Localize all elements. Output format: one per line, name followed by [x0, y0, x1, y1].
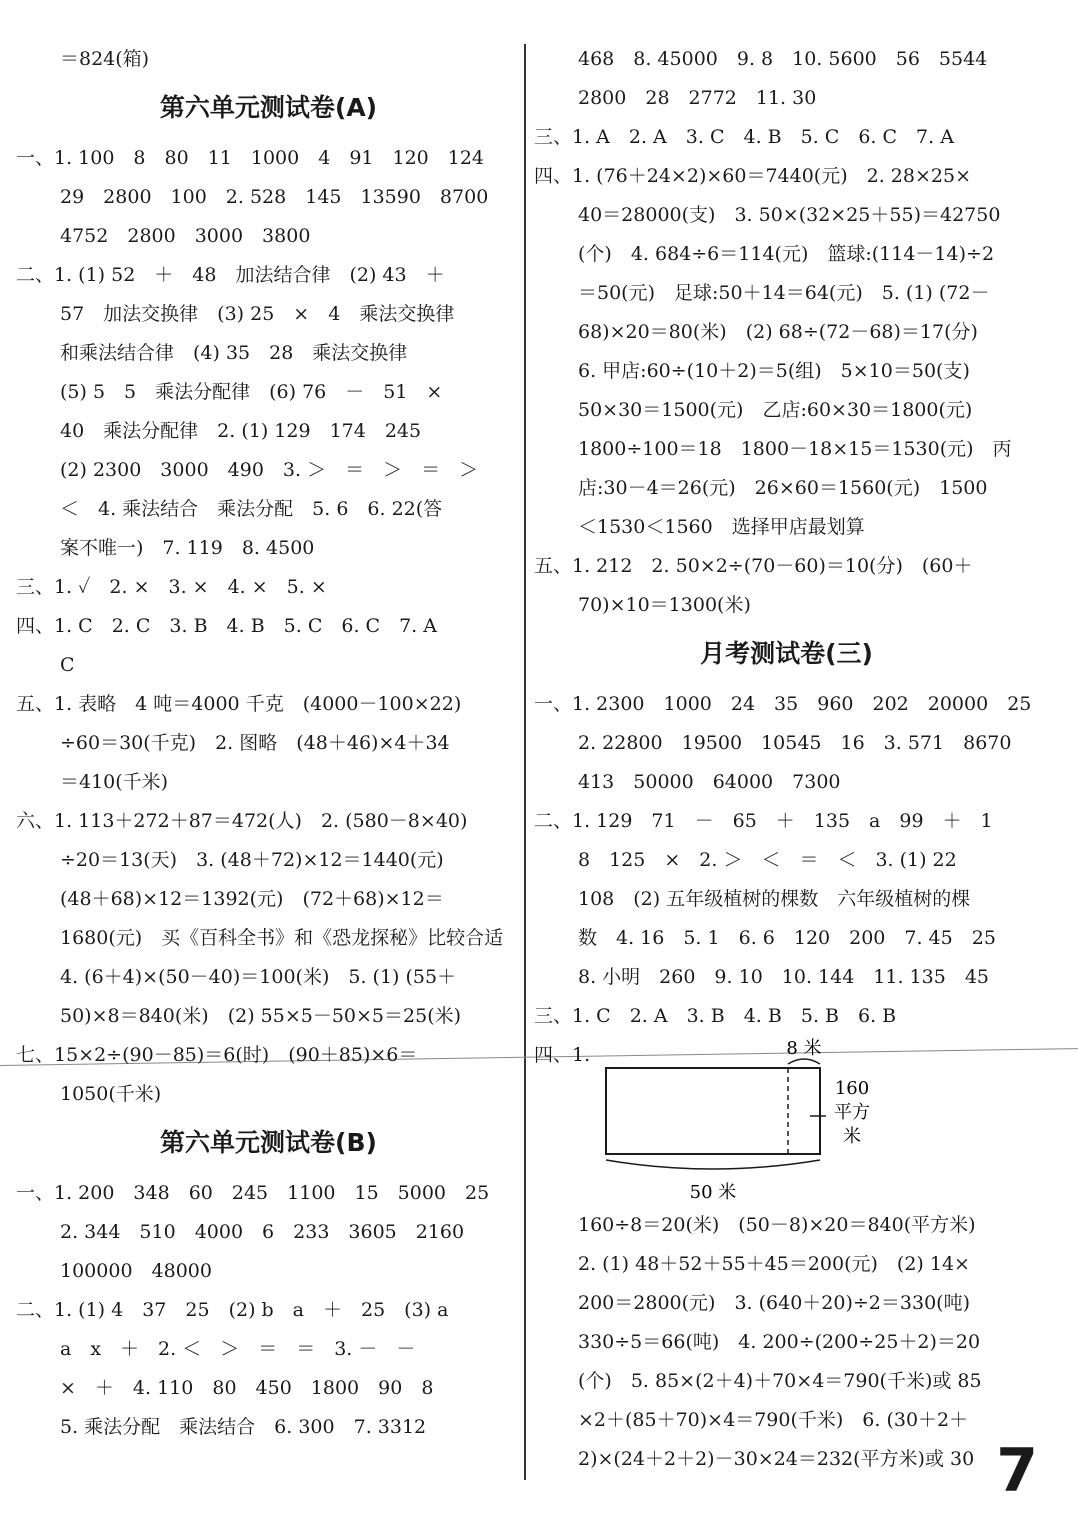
text-line: 70)×10＝1300(米)	[578, 594, 751, 616]
text-line: a x ＋ 2. ＜ ＞ ＝ ＝ 3. － －	[60, 1338, 416, 1360]
column-divider	[524, 44, 526, 1480]
text-line: ×2＋(85＋70)×4＝790(千米) 6. (30＋2＋	[578, 1409, 969, 1431]
text-line: 案不唯一) 7. 119 8. 4500	[60, 537, 315, 559]
text-line: 三、1. C 2. A 3. B 4. B 5. B 6. B	[534, 1005, 897, 1027]
section-title: 第六单元测试卷(B)	[160, 1128, 377, 1157]
area-label-number: 160	[834, 1078, 870, 1099]
text-line: ＝410(千米)	[60, 771, 169, 793]
text-line: 四、1. (76＋24×2)×60＝7440(元) 2. 28×25×	[534, 165, 971, 187]
width-label: 8 米	[786, 1038, 822, 1059]
text-line: 1800÷100＝18 1800－18×15＝1530(元) 丙	[578, 438, 1012, 460]
text-line: 50×30＝1500(元) 乙店:60×30＝1800(元)	[578, 399, 973, 421]
section-title: 第六单元测试卷(A)	[159, 93, 378, 122]
text-line: 6. 甲店:60÷(10＋2)＝5(组) 5×10＝50(支)	[578, 360, 970, 382]
area-label-unit-1: 平方	[834, 1102, 870, 1123]
text-line: 29 2800 100 2. 528 145 13590 8700	[60, 186, 489, 208]
text-line: (2) 2300 3000 490 3. ＞ ＝ ＞ ＝ ＞	[60, 459, 479, 481]
text-line: 一、1. 2300 1000 24 35 960 202 20000 25	[534, 693, 1032, 715]
top-brace	[788, 1059, 820, 1064]
text-line: (5) 5 5 乘法分配律 (6) 76 － 51 ×	[60, 381, 443, 403]
question-label: 四、1.	[534, 1044, 591, 1066]
text-line: 三、1. ✓ 2. × 3. × 4. × 5. ×	[16, 576, 327, 598]
text-line: 40＝28000(支) 3. 50×(32×25＋55)＝42750	[578, 204, 1001, 226]
text-line: 330÷5＝66(吨) 4. 200÷(200÷25＋2)＝20	[578, 1331, 981, 1353]
left-column	[16, 40, 521, 1447]
text-line: 2. 344 510 4000 6 233 3605 2160	[60, 1221, 465, 1243]
text-line: 8. 小明 260 9. 10 10. 144 11. 135 45	[578, 966, 989, 988]
text-line: 七、15×2÷(90－85)＝6(时) (90＋85)×6＝	[16, 1044, 418, 1066]
text-line: (个) 4. 684÷6＝114(元) 篮球:(114－14)÷2	[578, 243, 995, 265]
text-line: 五、1. 212 2. 50×2÷(70－60)＝10(分) (60＋	[534, 555, 973, 577]
text-line: 和乘法结合律 (4) 35 28 乘法交换律	[60, 342, 408, 364]
area-label-unit-2: 米	[843, 1126, 861, 1147]
text-line: 4752 2800 3000 3800	[60, 225, 311, 247]
text-line: 二、1. (1) 4 37 25 (2) b a ＋ 25 (3) a	[16, 1299, 449, 1321]
text-line: 2800 28 2772 11. 30	[578, 87, 817, 109]
text-line: ＝50(元) 足球:50＋14＝64(元) 5. (1) (72－	[578, 282, 990, 304]
text-line: 二、1. (1) 52 ＋ 48 加法结合律 (2) 43 ＋	[16, 264, 445, 286]
text-line: 2. (1) 48＋52＋55＋45＝200(元) (2) 14×	[578, 1253, 970, 1275]
text-line: 1680(元) 买《百科全书》和《恐龙探秘》比较合适	[60, 927, 504, 949]
text-line: 50)×8＝840(米) (2) 55×5－50×5＝25(米)	[60, 1005, 462, 1027]
text-line: ＜ 4. 乘法结合 乘法分配 5. 6 6. 22(答	[60, 498, 443, 520]
text-line: 一、1. 200 348 60 245 1100 15 5000 25	[16, 1182, 490, 1204]
text-line: 413 50000 64000 7300	[578, 771, 841, 793]
text-line: ÷60＝30(千克) 2. 图略 (48＋46)×4＋34	[60, 732, 450, 754]
text-line: 四、1. C 2. C 3. B 4. B 5. C 6. C 7. A	[16, 615, 437, 637]
section-title: 月考测试卷(三)	[700, 639, 873, 668]
text-line: 40 乘法分配律 2. (1) 129 174 245	[60, 420, 422, 442]
text-line: 三、1. A 2. A 3. C 4. B 5. C 6. C 7. A	[534, 126, 954, 148]
text-line: 5. 乘法分配 乘法结合 6. 300 7. 3312	[60, 1416, 427, 1438]
text-line: 68)×20＝80(米) (2) 68÷(72－68)＝17(分)	[578, 321, 978, 343]
text-line: 六、1. 113＋272＋87＝472(人) 2. (580－8×40)	[16, 810, 468, 832]
text-line: C	[60, 654, 75, 676]
right-column	[534, 40, 1039, 1479]
text-line: × ＋ 4. 110 80 450 1800 90 8	[60, 1377, 434, 1399]
text-line: ＜1530＜1560 选择甲店最划算	[578, 516, 865, 538]
text-line: 店:30－4＝26(元) 26×60＝1560(元) 1500	[578, 477, 988, 499]
text-line: 二、1. 129 71 － 65 ＋ 135 a 99 ＋ 1	[534, 810, 993, 832]
text-line: 57 加法交换律 (3) 25 × 4 乘法交换律	[60, 303, 455, 325]
text-line: 8 125 × 2. ＞ ＜ ＝ ＜ 3. (1) 22	[578, 849, 957, 871]
text-line: ÷20＝13(天) 3. (48＋72)×12＝1440(元)	[60, 849, 444, 871]
text-line: 4. (6＋4)×(50－40)＝100(米) 5. (1) (55＋	[60, 966, 457, 988]
text-line: 2)×(24＋2＋2)－30×24＝232(平方米)或 30	[578, 1448, 975, 1470]
rectangle-diagram-block	[534, 1036, 1039, 1206]
text-line: (个) 5. 85×(2＋4)＋70×4＝790(千米)或 85	[578, 1370, 982, 1392]
text-line: 1050(千米)	[60, 1083, 162, 1105]
text-line: 2. 22800 19500 10545 16 3. 571 8670	[578, 732, 1012, 754]
text-line: 200＝2800(元) 3. (640＋20)÷2＝330(吨)	[578, 1292, 970, 1314]
text-line: 468 8. 45000 9. 8 10. 5600 56 5544	[578, 48, 988, 70]
text-line: 160÷8＝20(米) (50－8)×20＝840(平方米)	[578, 1214, 976, 1236]
bottom-brace	[606, 1160, 820, 1169]
text-line: 数 4. 16 5. 1 6. 6 120 200 7. 45 25	[578, 927, 996, 949]
rectangle-diagram	[534, 1036, 1039, 1206]
text-line: ＝824(箱)	[60, 48, 150, 70]
text-line: 一、1. 100 8 80 11 1000 4 91 120 124	[16, 147, 485, 169]
page-number: 7	[996, 1436, 1038, 1506]
text-line: 108 (2) 五年级植树的棵数 六年级植树的棵	[578, 888, 971, 910]
text-line: 100000 48000	[60, 1260, 212, 1282]
length-label: 50 米	[689, 1182, 737, 1203]
text-line: (48＋68)×12＝1392(元) (72＋68)×12＝	[60, 888, 444, 910]
text-line: 五、1. 表略 4 吨＝4000 千克 (4000－100×22)	[16, 693, 462, 715]
